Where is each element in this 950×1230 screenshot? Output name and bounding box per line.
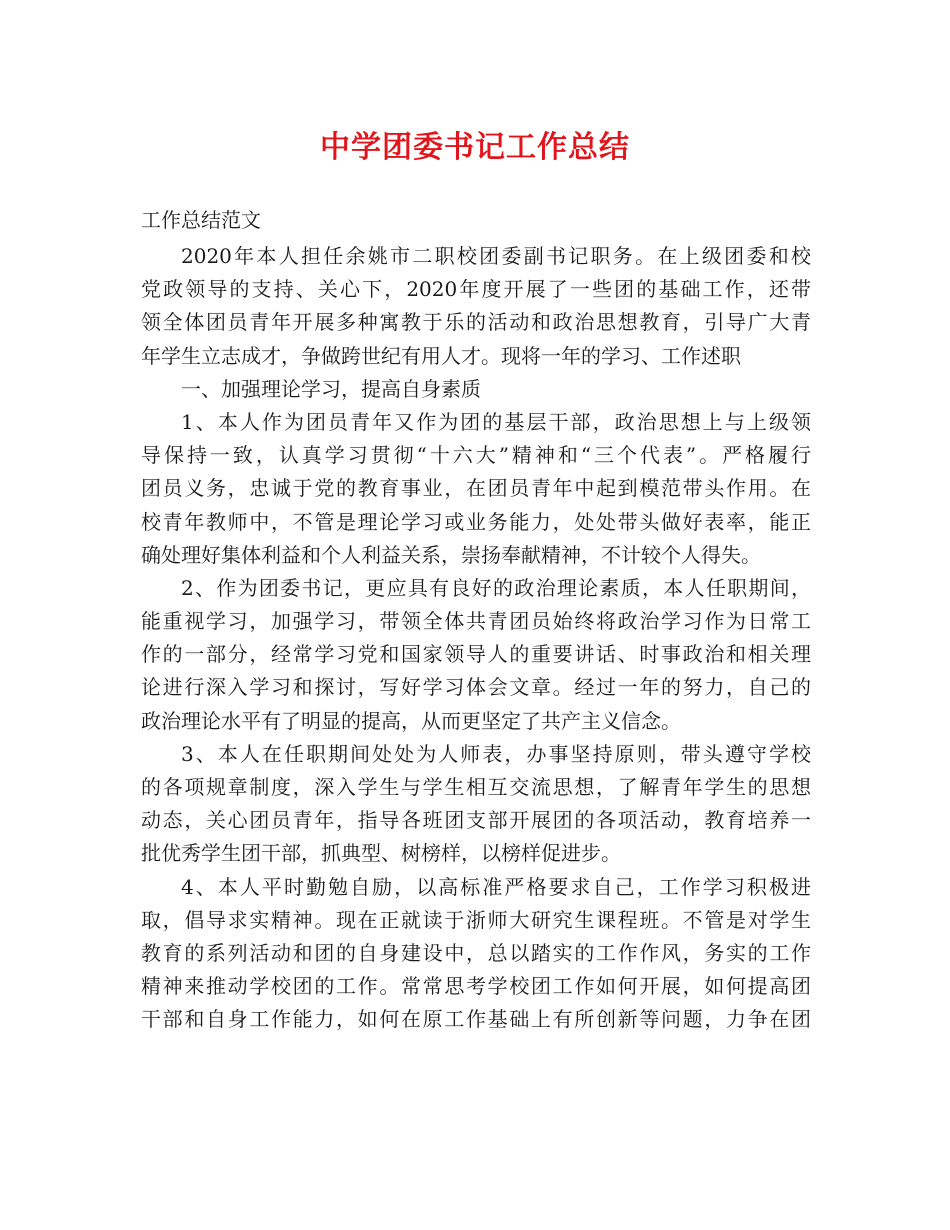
body-line: 党政领导的支持、关心下，2020年度开展了一些团的基础工作，还带 — [141, 277, 811, 302]
body-line: 政治理论水平有了明显的提高，从而更坚定了共产主义信念。 — [141, 708, 681, 733]
body-line: 领全体团员青年开展多种寓教于乐的活动和政治思想教育，引导广大青 — [141, 310, 811, 335]
body-line: 2、作为团委书记，更应具有良好的政治理论素质，本人任职期间， — [181, 575, 811, 600]
body-line: 3、本人在任职期间处处为人师表，办事坚持原则，带头遵守学校 — [181, 741, 811, 766]
document-body — [141, 240, 811, 1037]
body-line: 能重视学习，加强学习，带领全体共青团员始终将政治学习作为日常工 — [141, 609, 811, 634]
document-title: 中学团委书记工作总结 — [320, 130, 630, 165]
body-line: 动态，关心团员青年，指导各班团支部开展团的各项活动，教育培养一 — [141, 808, 811, 833]
body-line: 1、本人作为团员青年又作为团的基层干部，政治思想上与上级领 — [181, 409, 811, 434]
body-line: 论进行深入学习和探讨，写好学习体会文章。经过一年的努力，自己的 — [141, 675, 811, 700]
body-line: 团员义务，忠诚于党的教育事业，在团员青年中起到模范带头作用。在 — [141, 476, 811, 501]
body-line: 4、本人平时勤勉自励，以高标准严格要求自己，工作学习积极进 — [181, 874, 811, 899]
body-line: 作的一部分，经常学习党和国家领导人的重要讲话、时事政治和相关理 — [141, 642, 811, 667]
body-line: 年学生立志成才，争做跨世纪有用人才。现将一年的学习、工作述职 — [141, 343, 741, 368]
body-line: 校青年教师中，不管是理论学习或业务能力，处处带头做好表率，能正 — [141, 509, 811, 534]
body-line: 批优秀学生团干部，抓典型、树榜样，以榜样促进步。 — [141, 841, 621, 866]
body-line: 确处理好集体利益和个人利益关系，崇扬奉献精神，不计较个人得失。 — [141, 542, 761, 567]
body-line: 精神来推动学校团的工作。常常思考学校团工作如何开展，如何提高团 — [141, 974, 811, 999]
body-line: 导保持一致，认真学习贯彻“十六大”精神和“三个代表”。严格履行 — [141, 443, 811, 468]
body-line: 取，倡导求实精神。现在正就读于浙师大研究生课程班。不管是对学生 — [141, 907, 811, 932]
document-subtitle: 工作总结范文 — [141, 208, 261, 232]
body-line: 的各项规章制度，深入学生与学生相互交流思想，了解青年学生的思想 — [141, 775, 811, 799]
body-line: 干部和自身工作能力，如何在原工作基础上有所创新等问题，力争在团 — [141, 1007, 811, 1032]
body-line: 2020年本人担任余姚市二职校团委副书记职务。在上级团委和校 — [181, 244, 811, 268]
body-line: 教育的系列活动和团的自身建设中，总以踏实的工作作风，务实的工作 — [141, 940, 811, 965]
section-heading: 一、加强理论学习，提高自身素质 — [181, 376, 481, 401]
